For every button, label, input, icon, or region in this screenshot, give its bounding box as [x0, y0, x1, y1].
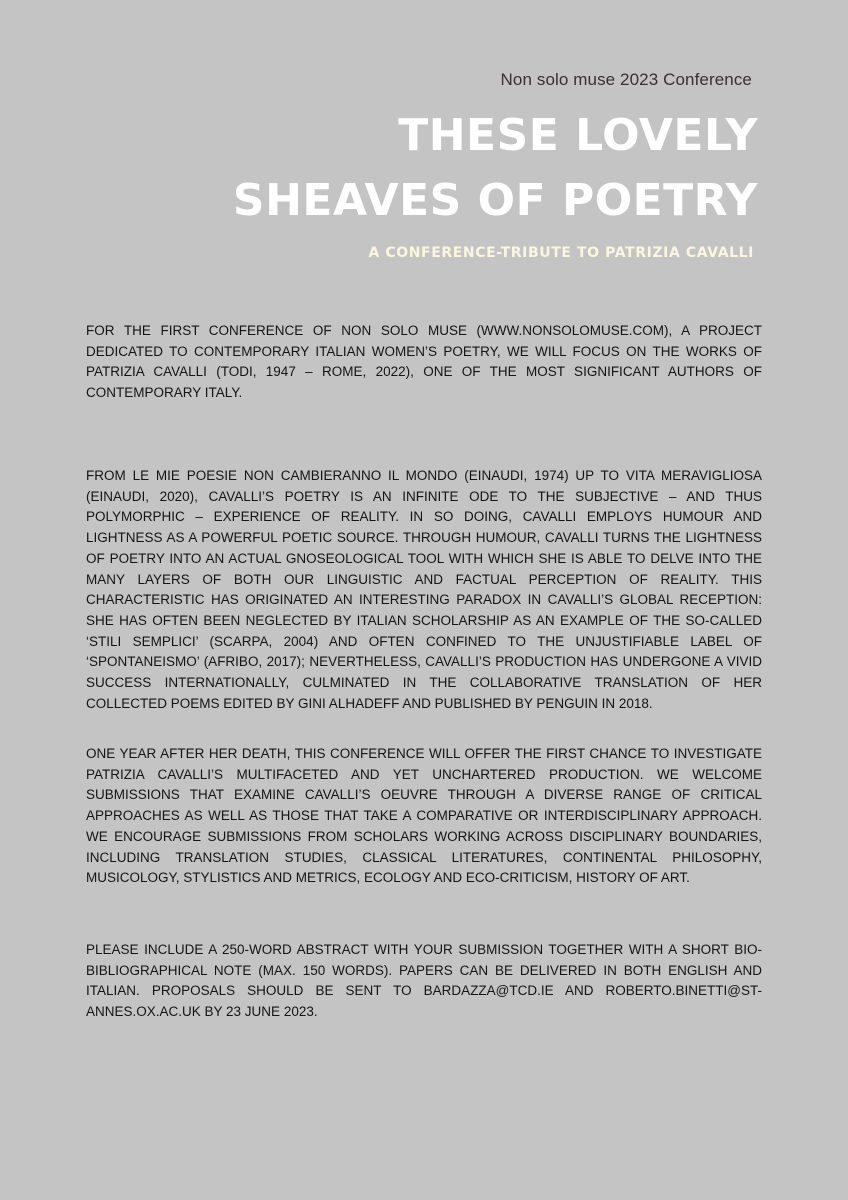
- conference-label: Non solo muse 2023 Conference: [500, 70, 752, 89]
- title-line-1: THESE LOVELY: [398, 110, 758, 161]
- paragraph-call-for-papers: ONE YEAR AFTER HER DEATH, THIS CONFERENCE WILL OFFER THE FIRST CHANCE TO INVESTIGATE PATRIZIA CAVALLI’S MULTIFACETED AND YET UNCHARTERED PRODUCTION. WE WELCOME SUBMISSIONS THAT EXAMINE CAVALLI’S OEUVRE THROUGH A DIVERSE RANGE OF CRITICAL APPROACHES AS WELL AS THOSE THAT TAKE A COMPARATIVE OR INTERDISCIPLINARY APPROACH. WE ENCOURAGE SUBMISSIONS FROM SCHOLARS WORKING ACROSS DISCIPLINARY BOUNDARIES, INCLUDING TRANSLATION STUDIES, CLASSICAL LITERATURES, CONTINENTAL PHILOSOPHY, MUSICOLOGY, STYLISTICS AND METRICS, ECOLOGY AND ECO-CRITICISM, HISTORY OF ART.: [86, 746, 762, 886]
- paragraph-intro: FOR THE FIRST CONFERENCE OF NON SOLO MUSE (WWW.NONSOLOMUSE.COM), A PROJECT DEDICATED TO CONTEMPORARY ITALIAN WOMEN’S POETRY, WE WILL FOCUS ON THE WORKS OF PATRIZIA CAVALLI (TODI, 1947 – ROME, 2022), ONE OF THE MOST SIGNIFICANT AUTHORS OF CONTEMPORARY ITALY.: [86, 323, 762, 401]
- poster-title: [233, 103, 758, 233]
- paragraph-background: FROM LE MIE POESIE NON CAMBIERANNO IL MONDO (EINAUDI, 1974) UP TO VITA MERAVIGLIOSA (EINAUDI, 2020), CAVALLI’S POETRY IS AN INFINITE ODE TO THE SUBJECTIVE – AND THUS POLYMORPHIC – EXPERIENCE OF REALITY. IN SO DOING, CAVALLI EMPLOYS HUMOUR AND LIGHTNESS AS A POWERFUL POETIC SOURCE. THROUGH HUMOUR, CAVALLI TURNS THE LIGHTNESS OF POETRY INTO AN ACTUAL GNOSEOLOGICAL TOOL WITH WHICH SHE IS ABLE TO DELVE INTO THE MANY LAYERS OF BOTH OUR LINGUISTIC AND FACTUAL PERCEPTION OF REALITY. THIS CHARACTERISTIC HAS ORIGINATED AN INTERESTING PARADOX IN CAVALLI’S GLOBAL RECEPTION: SHE HAS OFTEN BEEN NEGLECTED BY ITALIAN SCHOLARSHIP AS AN EXAMPLE OF THE SO-CALLED ‘STILI SEMPLICI’ (SCARPA, 2004) AND OFTEN CONFINED TO THE UNJUSTIFIABLE LABEL OF ‘SPONTANEISMO’ (AFRIBO, 2017); NEVERTHELESS, CAVALLI’S PRODUCTION HAS UNDERGONE A VIVID SUCCESS INTERNATIONALLY, CULMINATED IN THE COLLABORATIVE TRANSLATION OF HER COLLECTED POEMS EDITED BY GINI ALHADEFF AND PUBLISHED BY PENGUIN IN 2018.: [86, 468, 762, 711]
- poster-subtitle: A CONFERENCE-TRIBUTE TO PATRIZIA CAVALLI: [368, 245, 754, 261]
- paragraph-submission-details: PLEASE INCLUDE A 250-WORD ABSTRACT WITH YOUR SUBMISSION TOGETHER WITH A SHORT BIO-BIBLIOGRAPHICAL NOTE (MAX. 150 WORDS). PAPERS CAN BE DELIVERED IN BOTH ENGLISH AND ITALIAN. PROPOSALS SHOULD BE SENT TO BARDAZZA@TCD.IE AND ROBERTO.BINETTI@ST-ANNES.OX.AC.UK BY 23 JUNE 2023.: [86, 942, 762, 1020]
- title-line-2: SHEAVES OF POETRY: [232, 175, 758, 226]
